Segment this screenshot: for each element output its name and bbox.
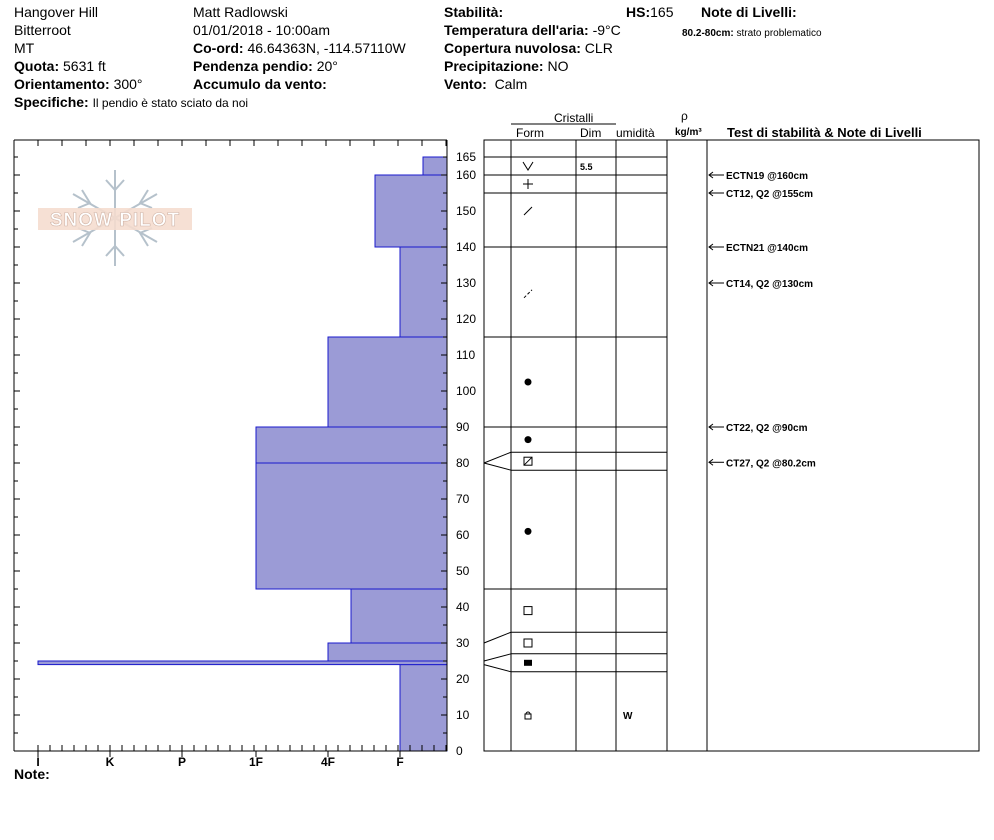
hardness-tick-label: 1F xyxy=(248,755,264,769)
hardness-layer-8 xyxy=(375,175,447,247)
hardness-layer-7 xyxy=(400,247,447,337)
stability-test-2 xyxy=(709,243,808,254)
hardness-layer-5 xyxy=(256,427,447,463)
crystal-form-0 xyxy=(523,162,533,170)
wind: Vento: Calm xyxy=(444,76,528,92)
coordinates: Co-ord: 46.64363N, -114.57110W xyxy=(193,40,406,56)
rho-header: ρ xyxy=(681,109,688,123)
depth-tick-label: 80 xyxy=(456,456,470,470)
stability-test-0 xyxy=(709,171,808,182)
crystal-form-4 xyxy=(525,379,532,386)
crystals-header: Cristalli xyxy=(554,111,594,125)
logo-text: SNOW PILOT xyxy=(49,210,181,231)
hardness-layer-6 xyxy=(328,337,447,427)
layer-connector-11 xyxy=(484,665,511,672)
lock-body xyxy=(525,714,531,719)
box-slash xyxy=(524,457,532,465)
snow-height: HS:165 xyxy=(626,4,674,20)
hardness-bars xyxy=(38,157,447,751)
cloud-cover: Copertura nuvolosa: CLR xyxy=(444,40,613,56)
specifics: Specifiche: Il pendio è stato sciato da noi xyxy=(14,94,249,110)
test-label: CT22, Q2 @90cm xyxy=(726,423,808,434)
depth-tick-label: 160 xyxy=(456,168,477,182)
elevation: Quota: 5631 ft xyxy=(14,58,106,74)
hardness-tick-label: P xyxy=(177,755,187,769)
depth-tick-label: 140 xyxy=(456,240,477,254)
slope: Pendenza pendio: 20° xyxy=(193,58,338,74)
moisture-11: W xyxy=(623,711,633,722)
depth-tick-label: 60 xyxy=(456,528,470,542)
range: Bitterroot xyxy=(14,22,71,38)
crystal-form-7 xyxy=(525,528,532,535)
hardness-tick-label: 4F xyxy=(320,755,336,769)
note-label: Note: xyxy=(14,766,50,782)
hardness-tick-label: I xyxy=(36,755,40,769)
hardness-layer-4 xyxy=(256,463,447,589)
layer-connector-6 xyxy=(484,452,511,463)
depth-tick-label: 100 xyxy=(456,384,477,398)
test-label: CT12, Q2 @155cm xyxy=(726,189,814,200)
precipitation: Precipitazione: NO xyxy=(444,58,569,74)
depth-tick-label: 50 xyxy=(456,564,470,578)
layer-connector-10 xyxy=(484,654,511,661)
depth-tick-label: 130 xyxy=(456,276,477,290)
stability-tests xyxy=(709,171,816,469)
depth-tick-label: 150 xyxy=(456,204,477,218)
depth-tick-label: 165 xyxy=(456,150,477,164)
hardness-layer-2 xyxy=(328,643,447,661)
moisture-header: umidità xyxy=(616,126,655,140)
depth-tick-label: 30 xyxy=(456,636,470,650)
test-label: CT14, Q2 @130cm xyxy=(726,279,814,290)
snowflake-logo xyxy=(38,170,192,266)
form-header: Form xyxy=(516,126,544,140)
crystal-form-2 xyxy=(524,207,532,215)
hardness-tick-label: F xyxy=(396,755,404,769)
location: Hangover Hill xyxy=(14,4,99,20)
crystal-form-11 xyxy=(525,712,531,719)
hardness-layer-3 xyxy=(351,589,447,643)
depth-tick-label: 10 xyxy=(456,708,470,722)
depth-tick-label: 110 xyxy=(456,348,476,362)
hardness-tick-label: K xyxy=(105,755,115,769)
crystal-form-5 xyxy=(525,436,532,443)
hardness-layer-0 xyxy=(400,665,447,751)
depth-tick-label: 40 xyxy=(456,600,470,614)
test-label: CT27, Q2 @80.2cm xyxy=(726,458,816,470)
air-temperature: Temperatura dell'aria: -9°C xyxy=(444,22,621,38)
aspect: Orientamento: 300° xyxy=(14,76,143,92)
hardness-layer-1 xyxy=(38,661,447,665)
crystal-form-10 xyxy=(524,660,532,666)
crystal-form-6 xyxy=(524,457,532,465)
crystal-form-1 xyxy=(523,179,533,189)
layer-notes-title: Note di Livelli: xyxy=(701,4,797,20)
depth-tick-label: 20 xyxy=(456,672,470,686)
depth-tick-label: 90 xyxy=(456,420,470,434)
stratigraphy-table xyxy=(484,124,979,751)
tests-header: Test di stabilità & Note di Livelli xyxy=(727,125,922,140)
layer-connector-9 xyxy=(484,632,511,643)
crystal-form-3 xyxy=(524,290,532,298)
dim-header: Dim xyxy=(580,126,602,140)
stability-test-1 xyxy=(709,189,813,200)
observer: Matt Radlowski xyxy=(193,4,288,20)
layer-connector-7 xyxy=(484,463,511,470)
stability-test-3 xyxy=(709,279,813,290)
depth-tick-label: 70 xyxy=(456,492,470,506)
crystal-dim-0: 5.5 xyxy=(580,162,593,172)
stability-test-4 xyxy=(709,423,808,434)
layer-note: 80.2-80cm: strato problematico xyxy=(682,28,822,39)
test-label: ECTN21 @140cm xyxy=(726,243,809,254)
density-unit-header: kg/m³ xyxy=(675,127,702,138)
stability: Stabilità: xyxy=(444,4,504,20)
depth-tick-label: 120 xyxy=(456,312,477,326)
test-label: ECTN19 @160cm xyxy=(726,171,809,182)
wind-loading: Accumulo da vento: xyxy=(193,76,327,92)
strat-frame xyxy=(484,140,979,751)
crystal-form-8 xyxy=(524,607,532,615)
datetime: 01/01/2018 - 10:00am xyxy=(193,22,330,38)
stability-test-5 xyxy=(709,458,816,469)
state: MT xyxy=(14,40,35,56)
hardness-layer-9 xyxy=(423,157,447,175)
depth-tick-label: 0 xyxy=(456,744,463,758)
crystal-form-9 xyxy=(524,639,532,647)
